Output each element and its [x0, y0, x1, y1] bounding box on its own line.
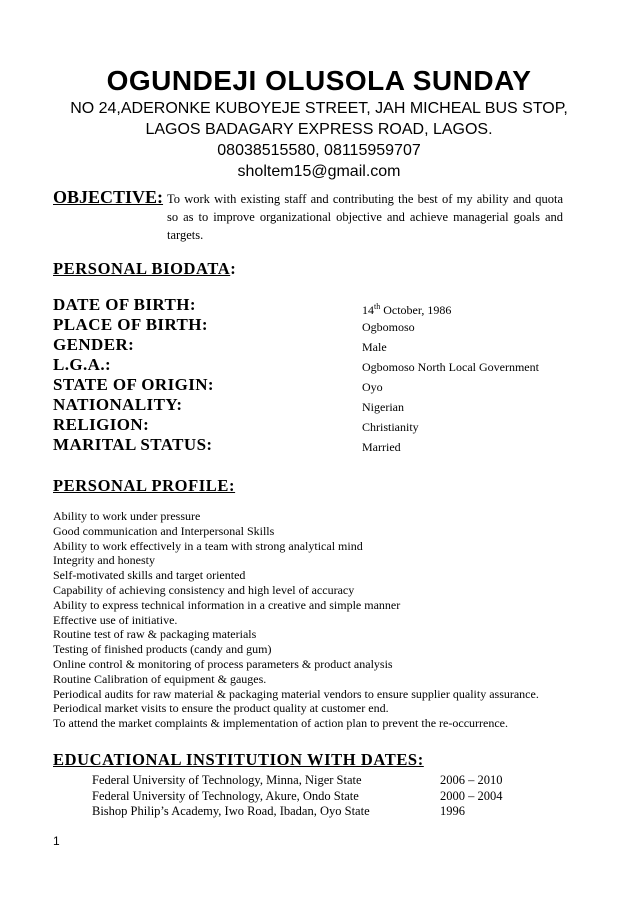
profile-item: Self-motivated skills and target oriented [53, 568, 246, 583]
education-institution: Bishop Philip’s Academy, Iwo Road, Ibadan, Oyo State [92, 804, 370, 818]
profile-item: Routine Calibration of equipment & gauges. [53, 671, 267, 686]
dob-day: 14 [362, 303, 374, 317]
biodata-title-colon: : [230, 259, 237, 278]
biodata-value: Oyo [362, 380, 383, 394]
email-address: sholtem15@gmail.com [237, 163, 401, 180]
biodata-title-text: PERSONAL BIODATA [53, 259, 231, 278]
biodata-label: GENDER: [53, 335, 135, 354]
biodata-label: L.G.A.: [53, 355, 112, 374]
biodata-table [53, 295, 613, 455]
dob-month-year: October, 1986 [380, 303, 452, 317]
education-row [92, 789, 552, 805]
biodata-label: PLACE OF BIRTH: [53, 315, 208, 334]
education-row [92, 804, 552, 820]
profile-list [53, 509, 613, 731]
biodata-value: Nigerian [362, 400, 404, 414]
biodata-label: RELIGION: [53, 415, 150, 434]
objective-label: OBJECTIVE: [53, 187, 164, 207]
profile-item: Ability to work under pressure [53, 509, 201, 523]
education-list [92, 773, 552, 820]
biodata-label: DATE OF BIRTH: [53, 295, 196, 314]
resume-header [0, 64, 638, 182]
phone-numbers: 08038515580, 08115959707 [217, 142, 421, 159]
education-years: 2000 – 2004 [440, 788, 503, 803]
profile-item: Online control & monitoring of process parameters & product analysis [53, 656, 393, 671]
dob-suffix: th [374, 302, 381, 311]
profile-item: Good communication and Interpersonal Skills [53, 523, 275, 538]
address-line-1: NO 24,ADERONKE KUBOYEJE STREET, JAH MICHEAL BUS STOP, [70, 100, 568, 117]
education-title: EDUCATIONAL INSTITUTION WITH DATES: [53, 750, 424, 769]
profile-item: Ability to express technical information in a creative and simple manner [53, 597, 401, 612]
education-institution: Federal University of Technology, Akure, Ondo State [92, 788, 359, 803]
biodata-title [53, 259, 236, 279]
biodata-value: Christianity [362, 420, 419, 434]
biodata-row [53, 415, 613, 435]
biodata-row [53, 355, 613, 375]
profile-item: Effective use of initiative. [53, 612, 178, 627]
biodata-row [53, 335, 613, 355]
profile-title: PERSONAL PROFILE: [53, 476, 236, 495]
biodata-row [53, 315, 613, 335]
biodata-row [53, 295, 613, 315]
profile-item: Capability of achieving consistency and high level of accuracy [53, 582, 355, 597]
profile-item: Ability to work effectively in a team with strong analytical mind [53, 538, 363, 553]
page-number: 1 [53, 834, 60, 848]
biodata-label: STATE OF ORIGIN: [53, 375, 214, 394]
profile-item: Routine test of raw & packaging materials [53, 627, 257, 642]
profile-item: To attend the market complaints & implementation of action plan to prevent the re-occurrence. [53, 716, 508, 731]
biodata-value: Male [362, 340, 387, 354]
biodata-value: Married [362, 440, 401, 454]
profile-item: Periodical market visits to ensure the product quality at customer end. [53, 701, 389, 716]
profile-item: Periodical audits for raw material & packaging material vendors to ensure supplier quality assurance. [53, 686, 539, 701]
biodata-row [53, 375, 613, 395]
biodata-row [53, 395, 613, 415]
biodata-label: MARITAL STATUS: [53, 435, 213, 454]
biodata-value: Ogbomoso North Local Government [362, 360, 539, 374]
education-institution: Federal University of Technology, Minna, Niger State [92, 773, 362, 787]
biodata-value: Ogbomoso [362, 320, 415, 334]
biodata-label: NATIONALITY: [53, 395, 183, 414]
candidate-name: OGUNDEJI OLUSOLA SUNDAY [106, 65, 532, 96]
address-line-2: LAGOS BADAGARY EXPRESS ROAD, LAGOS. [145, 121, 493, 138]
education-row [92, 773, 552, 789]
objective-text: To work with existing staff and contributing the best of my ability and quota so as to improve organizational objective and achieve managerial goals and targets. [167, 192, 563, 242]
education-years: 2006 – 2010 [440, 773, 503, 787]
biodata-row [53, 435, 613, 455]
profile-item: Testing of finished products (candy and gum) [53, 642, 272, 657]
education-years: 1996 [440, 804, 465, 818]
profile-item: Integrity and honesty [53, 553, 155, 568]
